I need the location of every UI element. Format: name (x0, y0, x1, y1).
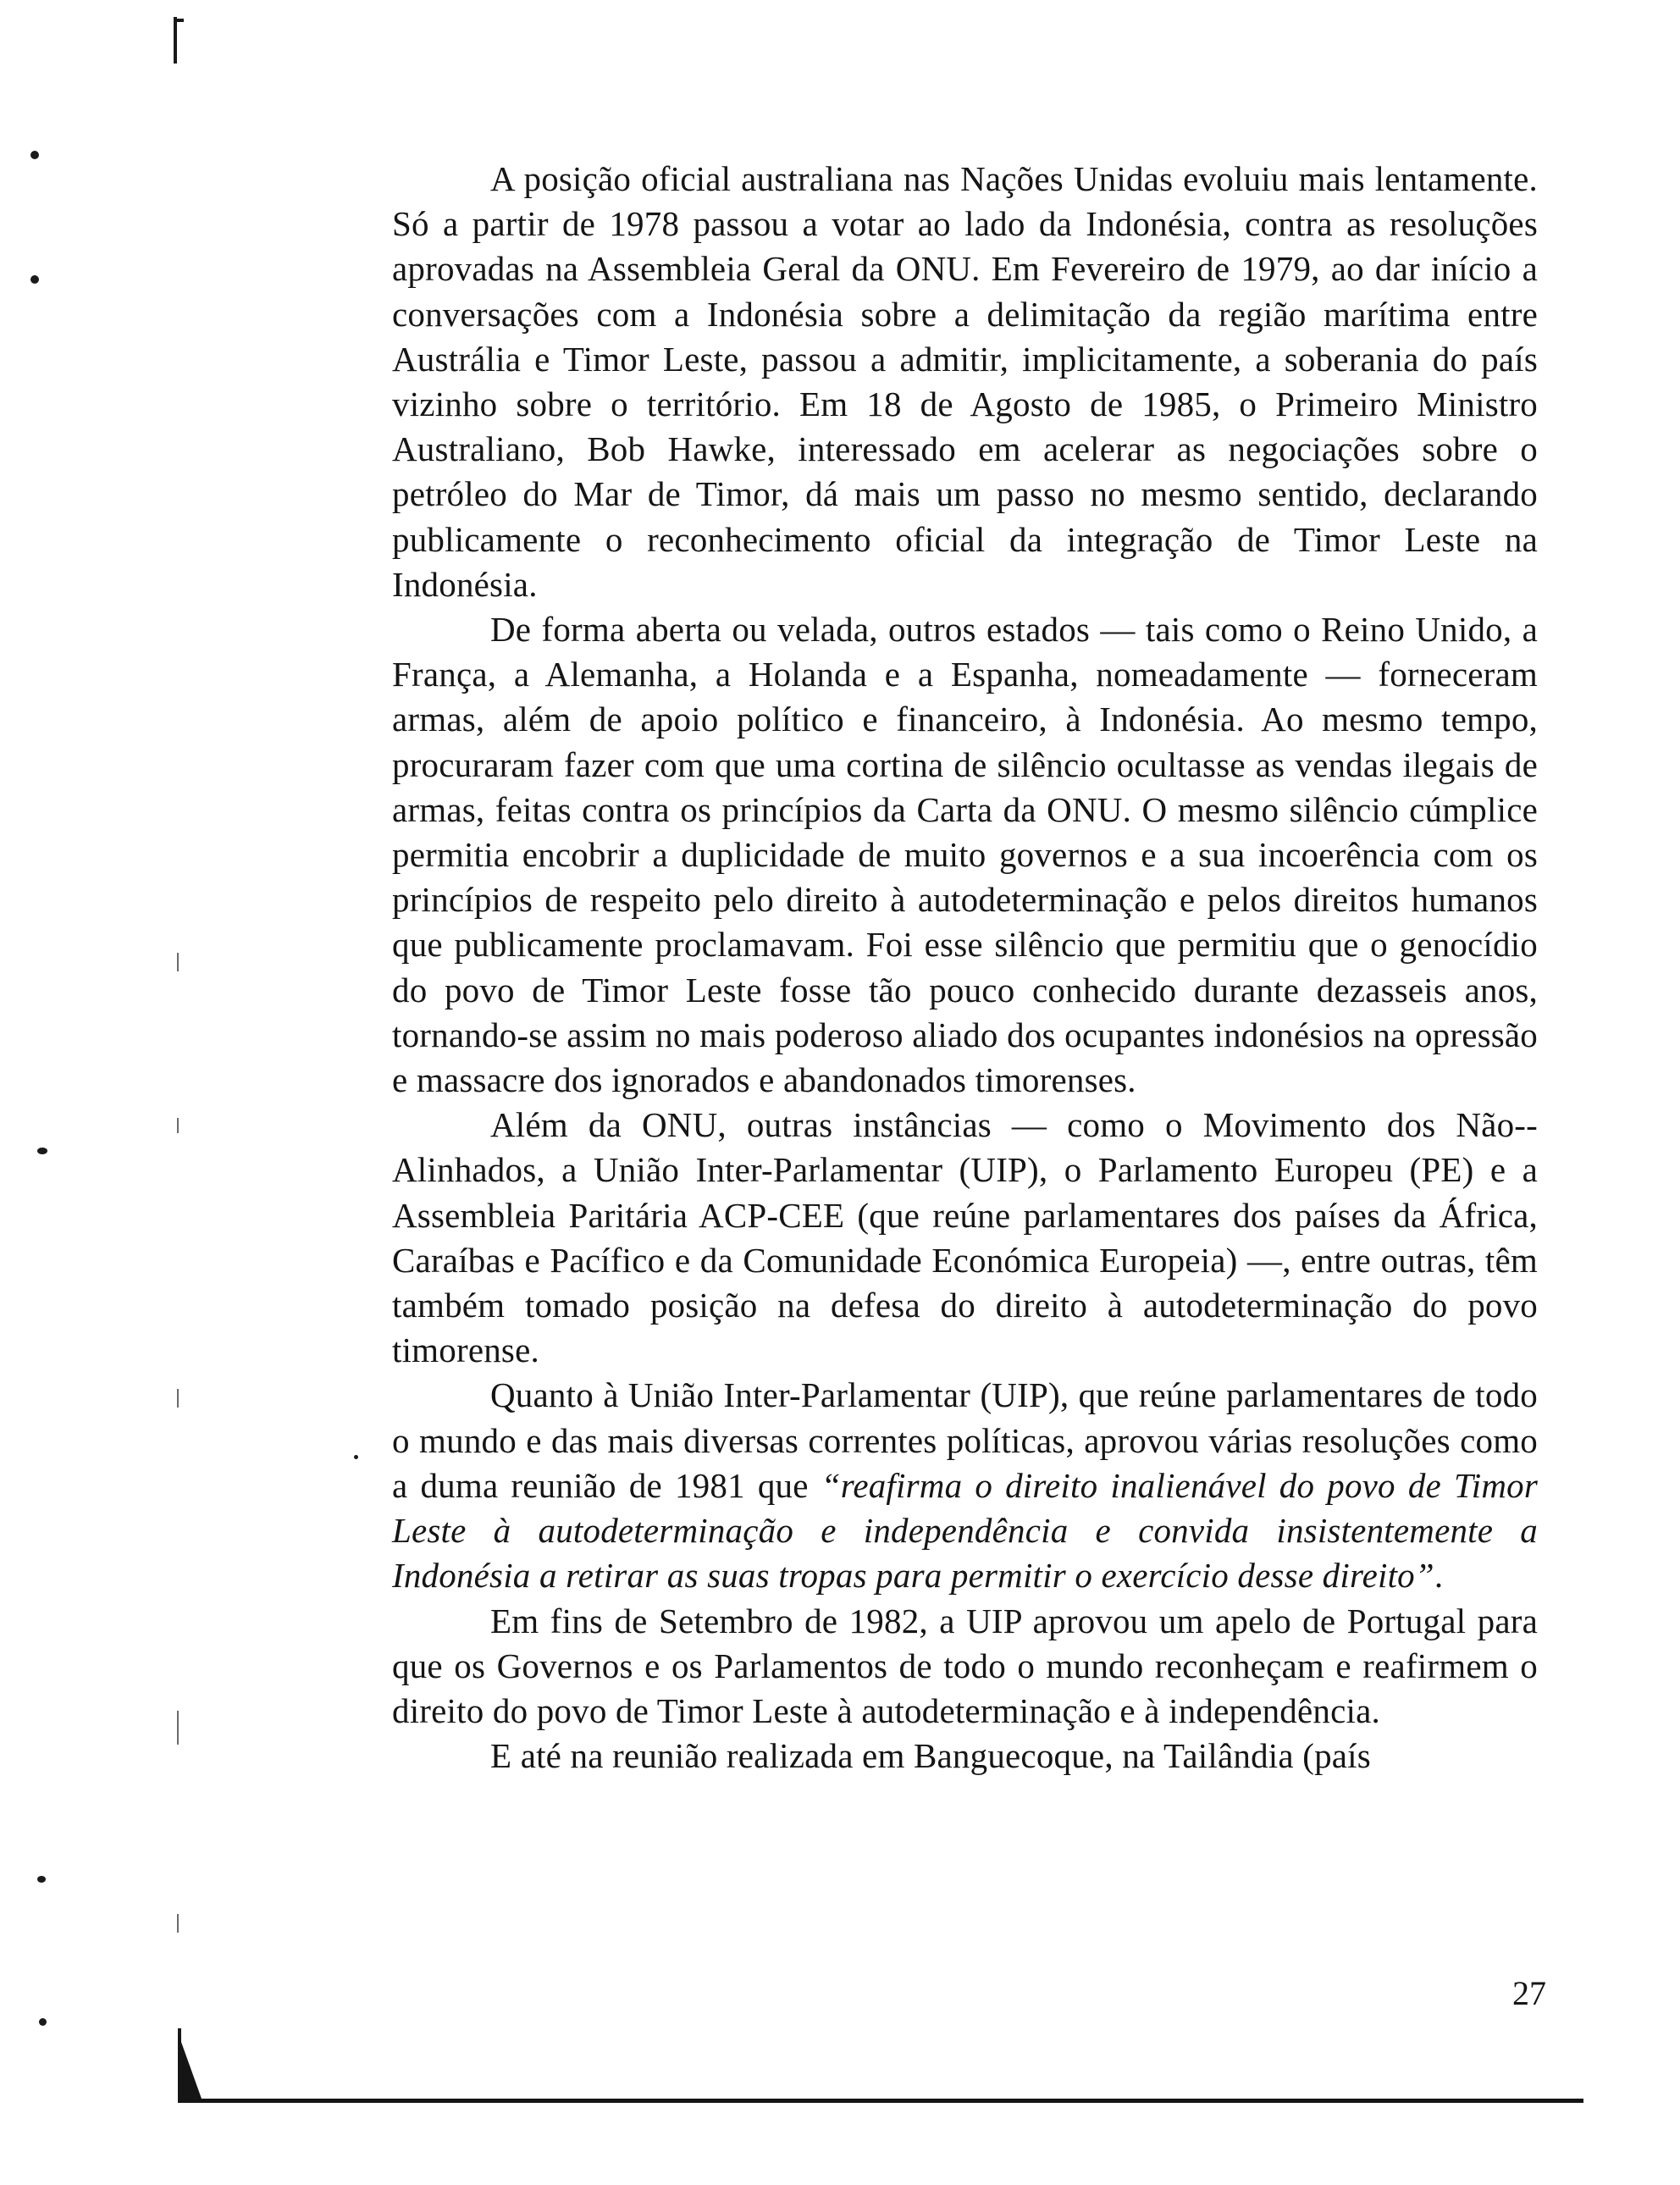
scan-line (177, 1118, 179, 1133)
paragraph (392, 1373, 1538, 1598)
paragraph (392, 1599, 1538, 1734)
paragraph-text: Além da ONU, outras instâncias — como o Movimento dos Não--Alinhados, a União Inter-Parlamentar (UIP), o Parlamento Europeu (PE) e a Assembleia Paritária ACP-CEE (que reúne parlamentares dos países da África, Caraíbas e Pacífico e da Comunidade Económica Europeia) —, entre outras, têm também tomado posição na defesa do direito à autodeterminação do povo timorense. (392, 1105, 1538, 1370)
scan-line (177, 1711, 179, 1745)
scan-line (177, 953, 179, 971)
scan-speck (354, 1455, 358, 1459)
paragraph-text: Em fins de Setembro de 1982, a UIP aprovou um apelo de Portugal para que os Governos e os Parlamentos de todo o mundo reconheçam e reafirmem o direito do povo de Timor Leste à autodeterminação e à independência. (392, 1601, 1538, 1730)
quoted-resolution-text: “reafirma o direito inalienável do povo de Timor Leste à autodeterminação e independência e convida insistentemente a Indonésia a retirar as suas tropas para permitir o exercício desse direito” (392, 1465, 1538, 1596)
scan-line (177, 1914, 179, 1933)
scan-speck (39, 2018, 47, 2026)
scan-speck (30, 275, 39, 284)
scan-mark (174, 17, 177, 64)
paragraph-text: E até na reunião realizada em Banguecoque, na Tailândia (país (490, 1736, 1371, 1776)
paragraph (392, 607, 1538, 1103)
paragraph-text: Quanto à União Inter-Parlamentar (UIP), que reúne parlamentares de todo o mundo e das mais diversas correntes políticas, aprovou várias resoluções como a duma reunião de 1981 que (392, 1375, 1538, 1505)
paragraph-text: De forma aberta ou velada, outros estados — tais como o Reino Unido, a França, a Alemanha, a Holanda e a Espanha, nomeadamente — forneceram armas, além de apoio político e financeiro, à Indonésia. Ao mesmo tempo, procuraram fazer com que uma cortina de silêncio ocultasse as vendas ilegais de armas, feitas contra os princípios da Carta da ONU. O mesmo silêncio cúmplice permitia encobrir a duplicidade de muito governos e a sua incoerência com os princípios de respeito pelo direito à autodeterminação e pelos direitos humanos que publicamente proclamavam. Foi esse silêncio que permitiu que o genocídio do povo de Timor Leste fosse tão pouco conhecido durante dezasseis anos, tornando-se assim no mais poderoso aliado dos ocupantes indonésios na opressão e massacre dos ignorados e abandonados timorenses. (392, 610, 1538, 1100)
paragraph (392, 1103, 1538, 1373)
binding-edge-shadow (178, 2033, 202, 2099)
page-bottom-edge (178, 2099, 1583, 2103)
scan-line (177, 1389, 179, 1408)
paragraph-text: . (1434, 1556, 1444, 1596)
scan-speck (37, 1148, 47, 1154)
paragraph-text: A posição oficial australiana nas Nações Unidas evoluiu mais lentamente. Só a partir de 1978 passou a votar ao lado da Indonésia, contra as resoluções aprovadas na Assembleia Geral da ONU. Em Fevereiro de 1979, ao dar início a conversações com a Indonésia sobre a delimitação da região marítima entre Austrália e Timor Leste, passou a admitir, implicitamente, a soberania do país vizinho sobre o território. Em 18 de Agosto de 1985, o Primeiro Ministro Australiano, Bob Hawke, interessado em acelerar as negociações sobre o petróleo do Mar de Timor, dá mais um passo no mesmo sentido, declarando publicamente o reconhecimento oficial da integração de Timor Leste na Indonésia. (392, 159, 1538, 604)
page-number: 27 (1512, 1974, 1546, 2012)
paragraph (392, 1734, 1538, 1778)
body-text (392, 157, 1538, 1778)
scan-mark (174, 19, 184, 22)
scan-speck (37, 1876, 46, 1883)
scan-speck (30, 151, 39, 159)
paragraph (392, 157, 1538, 607)
